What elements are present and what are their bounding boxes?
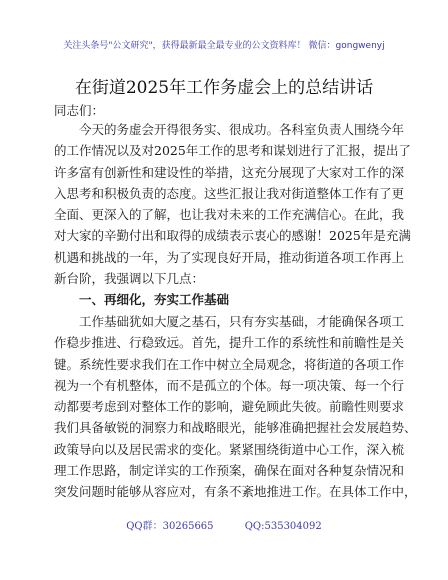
paragraph-line: 理工作思路，制定详实的工作预案，确保在面对各种复杂情况和 [54,463,405,479]
section-1 [54,289,398,310]
paragraph-line: 今天的务虚会开得很务实、很成功。各科室负责人围绕今年 [79,122,405,137]
paragraph-line: 许多富有创新性和建设性的举措，这充分展现了大家对工作的深 [54,164,405,180]
paragraph-line: 我们具备敏锐的洞察力和战略眼光，能够准确把握社会发展趋势、 [54,420,417,436]
document-title: 在街道2025年工作务虚会上的总结讲话 [74,78,374,98]
footer-qq-group: QQ群：30265665 [126,521,214,532]
paragraph-line: 突发问题时能够从容应对，有条不紊地推进工作。在具体工作中， [54,484,417,500]
paragraph-line: 新台阶，我强调以下几点： [54,271,205,287]
paragraph-line: 作稳步推进、行稳致远。首先，提升工作的系统性和前瞻性是关 [54,335,405,351]
salutation: 同志们： [54,103,105,118]
footer-note [0,517,448,532]
paragraph-line: 全面、更深入的了解，也让我对未来的工作充满信心。在此，我 [54,207,405,223]
paragraph-line: 机遇和挑战的一年，为了实现良好开局，推动街道各项工作再上 [54,249,405,265]
paragraph-line: 视为一个有机整体，而不是孤立的个体。每一项决策、每一个行 [54,377,405,393]
section-heading: 一、再细化，夯实工作基础 [79,292,230,307]
paragraph-line: 动都要考虑到对整体工作的影响，避免顾此失彼。前瞻性则要求 [54,399,405,415]
paragraph-line: 对大家的辛勤付出和取得的成绩表示衷心的感谢！2025年是充满 [54,228,411,244]
paragraph-line: 键。系统性要求我们在工作中树立全局观念，将街道的各项工作 [54,356,405,372]
paragraph-2 [54,311,417,503]
paragraph-line: 政策导向以及居民需求的变化。紧紧围绕街道中心工作，深入梳 [54,441,405,457]
header-note: 关注头条号"公文研究"，获得最新最全最专业的公文资料库！ 微信：gongwenyj [63,41,385,51]
paragraph-line: 工作基础犹如大厦之基石，只有夯实基础，才能确保各项工 [79,314,405,329]
footer-qq: QQ:535304092 [244,521,322,532]
paragraph-line: 的工作情况以及对2025年工作的思考和谋划进行了汇报，提出了 [54,143,411,159]
paragraph-1 [54,119,411,289]
paragraph-line: 入思考和积极负责的态度。这些汇报让我对街道整体工作有了更 [54,185,405,201]
